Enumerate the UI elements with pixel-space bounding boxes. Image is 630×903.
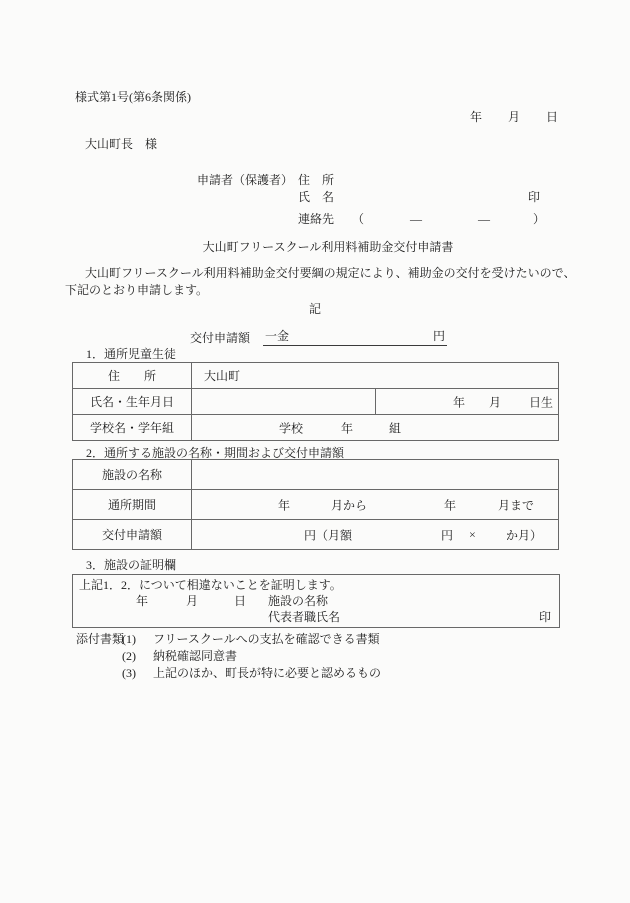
birth-year-label: 年 (453, 395, 466, 409)
amount-underline-field (263, 328, 447, 346)
amount-times-sign: × (469, 527, 476, 541)
section1-heading: 1．通所児童生徒 (86, 347, 177, 361)
amount-unit3-label: か月） (506, 528, 543, 542)
school-entry-cell (192, 415, 559, 441)
certification-statement: 上記1．2．について相違ないことを証明します。 (79, 578, 342, 592)
attachments-label: 添付書類 (76, 632, 125, 646)
facility-name-label: 施設の名称 (73, 460, 192, 490)
table-row-period (73, 490, 559, 520)
name-entry-cell (192, 389, 376, 415)
birth-day-label: 日生 (529, 395, 554, 409)
section2-heading: 2．通所する施設の名称・期間および交付申請額 (86, 446, 345, 460)
amount-unit1-label: 円（月額 (304, 528, 353, 542)
school-row-label: 学校名・学年組 (73, 415, 192, 441)
period-to-month-label: 月まで (498, 498, 535, 512)
certification-box (72, 574, 560, 628)
amount-unit2-label: 円 (441, 528, 454, 542)
amount-line (190, 328, 447, 346)
attachment-item-text: フリースクールへの支払を確認できる書類 (153, 632, 380, 646)
address-row-label: 住 所 (73, 363, 192, 389)
table-row-address (73, 363, 559, 389)
date-month-label: 月 (507, 110, 520, 124)
table-row-amount (73, 520, 559, 550)
amount-row-label: 交付申請額 (73, 520, 192, 550)
cert-month-label: 月 (186, 594, 199, 608)
period-from-year-label: 年 (278, 498, 291, 512)
amount-unit: 円 (433, 329, 446, 343)
amount-prefix: 一金 (265, 329, 290, 343)
school-suffix-label: 学校 (279, 421, 304, 435)
address-row-value: 大山町 (192, 363, 559, 389)
ki-marker: 記 (308, 302, 321, 316)
address-field-label: 住 所 (298, 173, 335, 187)
facility-name-entry-cell (192, 460, 559, 490)
table-row-name-birth (73, 389, 559, 415)
attachment-item-text: 上記のほか、町長が特に必要と認めるもの (153, 666, 382, 680)
applicant-seal-mark: 印 (528, 190, 541, 204)
applicant-label: 申請者（保護者） (197, 173, 294, 187)
form-number: 様式第1号(第6条関係) (75, 90, 191, 104)
period-to-year-label: 年 (444, 498, 457, 512)
facility-table (72, 459, 559, 550)
class-suffix-label: 組 (389, 421, 402, 435)
name-birth-row-label: 氏名・生年月日 (73, 389, 192, 415)
cert-seal-mark: 印 (538, 610, 551, 624)
amount-entry-cell (192, 520, 559, 550)
date-day-label: 日 (545, 110, 558, 124)
date-year-label: 年 (470, 110, 483, 124)
attachment-item-no: (2) (122, 649, 136, 663)
cert-facility-label: 施設の名称 (268, 594, 329, 608)
attachment-item-no: (1) (122, 632, 136, 646)
contact-field-label: 連絡先 (298, 212, 335, 226)
period-from-month-label: 月から (331, 498, 368, 512)
period-row-label: 通所期間 (73, 490, 192, 520)
contact-paren-close: ） (533, 212, 546, 226)
amount-label: 交付申請額 (190, 331, 251, 345)
body-paragraph-line2: 下記のとおり申請します。 (65, 283, 209, 297)
date-placeholder-line (470, 109, 558, 125)
attachment-item-no: (3) (122, 666, 136, 680)
table-row-school (73, 415, 559, 441)
attachment-item-text: 納税確認同意書 (153, 649, 238, 663)
cert-year-label: 年 (136, 594, 149, 608)
document-title: 大山町フリースクール利用料補助金交付申請書 (202, 240, 454, 254)
grade-suffix-label: 年 (341, 421, 354, 435)
contact-dash-2: ― (478, 212, 490, 226)
cert-representative-label: 代表者職氏名 (268, 610, 341, 624)
addressee: 大山町長 様 (85, 137, 158, 151)
table-row-facility-name (73, 460, 559, 490)
name-field-label: 氏 名 (298, 190, 335, 204)
contact-dash-1: ― (410, 212, 422, 226)
section3-heading: 3．施設の証明欄 (86, 558, 177, 572)
contact-paren-open: （ (352, 212, 365, 226)
birth-month-label: 月 (489, 395, 502, 409)
period-entry-cell (192, 490, 559, 520)
student-table (72, 362, 559, 441)
birth-entry-cell (376, 389, 559, 415)
body-paragraph-line1: 大山町フリースクール利用料補助金交付要綱の規定により、補助金の交付を受けたいので、 (85, 266, 576, 280)
cert-day-label: 日 (234, 594, 247, 608)
